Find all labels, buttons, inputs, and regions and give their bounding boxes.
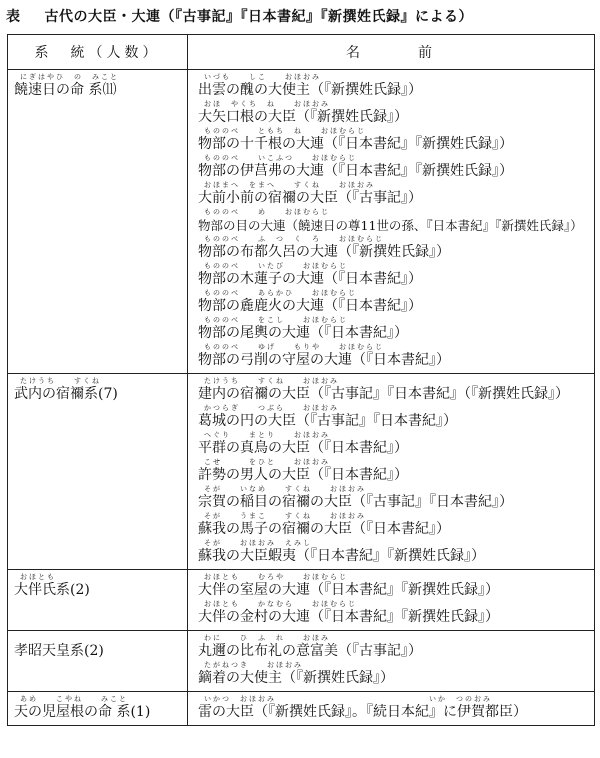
list-item — [198, 694, 588, 721]
name-text: 雷の大臣（『新撰姓氏録』。『続日本紀』に伊賀都臣） — [198, 704, 527, 720]
name-text: 物部の十千根の大連（『日本書紀』『新撰姓氏録』） — [198, 136, 513, 152]
name-ruby: もののべ め おほむらじ — [204, 208, 330, 216]
names-cell — [188, 70, 595, 374]
names-cell — [188, 374, 595, 570]
name-text: 建内の宿禰の大臣（『古事記』『日本書紀』（『新撰姓氏録』） — [198, 386, 569, 402]
list-item — [198, 376, 588, 403]
name-text: 物部の布都久呂の大連（『新撰姓氏録』） — [198, 244, 450, 260]
name-ruby: もののべ ふ つ く ろ おほむらじ — [204, 235, 384, 243]
header-names: 名 前 — [188, 35, 595, 70]
name-ruby: おほ やくち ね おほおみ — [204, 100, 330, 108]
name-ruby: そが うまこ すくね おほおみ — [204, 512, 366, 520]
list-item — [198, 484, 588, 511]
table-row — [8, 692, 595, 726]
name-ruby: そが おほおみ えみし — [204, 539, 312, 547]
header-row — [8, 35, 595, 70]
lineage-label — [14, 72, 181, 99]
name-text: 出雲の醜の大使主（『新撰姓氏録』） — [198, 82, 422, 98]
lineage-label — [14, 376, 181, 403]
list-item — [198, 315, 588, 342]
name-text: 蘇我の馬子の宿禰の大臣（『日本書紀』） — [198, 521, 450, 537]
name-text: 鏑着の大使主（『新撰姓氏録』） — [198, 670, 394, 686]
name-ruby: もののべ いこふつ おほむらじ — [204, 154, 357, 162]
lineage-name: 天の児屋根の命 系(1) — [14, 704, 151, 720]
lineage-label — [14, 694, 181, 721]
name-ruby: こせ をひと おほおみ — [204, 458, 330, 466]
names-cell — [188, 692, 595, 726]
name-text: 許勢の男人の大臣（『日本書紀』） — [198, 467, 408, 483]
name-ruby: わに ひ ふ れ おほみ — [204, 634, 330, 642]
name-ruby: たけうち すくね おほおみ — [204, 377, 339, 385]
list-item — [198, 126, 588, 153]
name-text: 大伴の室屋の大連（『日本書紀』『新撰姓氏録』） — [198, 582, 499, 598]
name-text: 葛城の円の大臣（『古事記』『日本書紀』） — [198, 413, 457, 429]
table-row — [8, 70, 595, 374]
name-ruby: もののべ ともち ね おほむらじ — [204, 127, 366, 135]
table-row — [8, 631, 595, 692]
list-item — [198, 511, 588, 538]
name-ruby: いづも しこ おほおみ — [204, 73, 321, 81]
lineage-table — [7, 34, 595, 726]
name-text: 物部の目の大連（饒速日の尊11世の孫、『日本書紀』『新撰姓氏録』） — [198, 218, 583, 233]
list-item — [198, 660, 588, 687]
list-item — [198, 342, 588, 369]
names-cell — [188, 570, 595, 631]
table-row — [8, 570, 595, 631]
list-item — [198, 572, 588, 599]
list-item — [198, 457, 588, 484]
name-ruby: おほとも むろや おほむらじ — [204, 573, 348, 581]
list-item — [198, 599, 588, 626]
header-lineage: 系 統（人数） — [8, 35, 188, 70]
list-item — [198, 207, 588, 234]
name-text: 宗賀の稲目の宿禰の大臣（『古事記』『日本書紀』） — [198, 494, 513, 510]
name-text: 物部の尾輿の大連（『日本書紀』） — [198, 325, 408, 341]
list-item — [198, 180, 588, 207]
list-item — [198, 99, 588, 126]
name-text: 丸邇の比布礼の意富美（『古事記』） — [198, 643, 422, 659]
name-text: 大前小前の宿禰の大臣（『古事記』） — [198, 190, 422, 206]
lineage-cell — [8, 70, 188, 374]
lineage-ruby: たけうち すくね — [20, 377, 101, 385]
list-item — [198, 234, 588, 261]
name-text: 物部の伊莒弗の大連（『日本書紀』『新撰姓氏録』） — [198, 163, 513, 179]
name-text: 蘇我の大臣蝦夷（『日本書紀』『新撰姓氏録』） — [198, 548, 485, 564]
names-cell — [188, 631, 595, 692]
table-label: 表 — [6, 9, 21, 25]
name-ruby: おほとも かなむら おほむらじ — [204, 600, 357, 608]
name-ruby: そが いなめ すくね おほおみ — [204, 485, 366, 493]
name-ruby: かつらぎ つぶら おほおみ — [204, 404, 339, 412]
lineage-ruby: あめ こやね みこと — [20, 695, 128, 703]
lineage-ruby — [14, 633, 181, 643]
lineage-cell — [8, 570, 188, 631]
name-ruby: おほまへ をまへ すくね おほおみ — [204, 181, 375, 189]
lineage-name: 饒速日の命 系⑾ — [14, 82, 117, 98]
list-item — [198, 430, 588, 457]
list-item — [198, 288, 588, 315]
list-item — [198, 538, 588, 565]
lineage-cell — [8, 631, 188, 692]
lineage-name: 大伴氏系(2) — [14, 582, 90, 598]
lineage-ruby: おほとも — [20, 573, 56, 581]
name-text: 物部の麁鹿火の大連（『日本書紀』） — [198, 298, 422, 314]
lineage-label — [14, 572, 181, 599]
name-ruby: へぐり まとり おほおみ — [204, 431, 330, 439]
name-ruby: もののべ いたび おほむらじ — [204, 262, 348, 270]
lineage-name: 孝昭天皇系(2) — [14, 643, 104, 659]
name-text: 大伴の金村の大連（『日本書紀』『新撰姓氏録』） — [198, 609, 499, 625]
name-ruby: もののべ ゆげ もりや おほむらじ — [204, 343, 384, 351]
list-item — [198, 261, 588, 288]
name-ruby: いかつ おほおみ いか つのおみ — [204, 695, 492, 703]
table-title: 古代の大臣・大連（『古事記』『日本書紀』『新撰姓氏録』による） — [44, 9, 473, 25]
list-item — [198, 633, 588, 660]
lineage-name: 武内の宿禰系(7) — [14, 386, 118, 402]
name-text: 物部の木蓮子の大連（『日本書紀』） — [198, 271, 422, 287]
list-item — [198, 403, 588, 430]
name-ruby: たがねつき おほおみ — [204, 661, 303, 669]
list-item — [198, 153, 588, 180]
lineage-cell — [8, 374, 188, 570]
name-text: 大矢口根の大臣（『新撰姓氏録』） — [198, 109, 408, 125]
name-text: 物部の弓削の守屋の大連（『日本書紀』） — [198, 352, 450, 368]
name-ruby: もののべ をこし おほむらじ — [204, 316, 348, 324]
table-caption — [6, 6, 473, 26]
name-text: 平群の真鳥の大臣（『日本書紀』） — [198, 440, 408, 456]
lineage-cell — [8, 692, 188, 726]
lineage-label — [14, 633, 181, 660]
lineage-ruby: にぎはやひ の みこと — [20, 73, 119, 81]
table-row — [8, 374, 595, 570]
list-item — [198, 72, 588, 99]
name-ruby: もののべ あらかひ おほむらじ — [204, 289, 357, 297]
